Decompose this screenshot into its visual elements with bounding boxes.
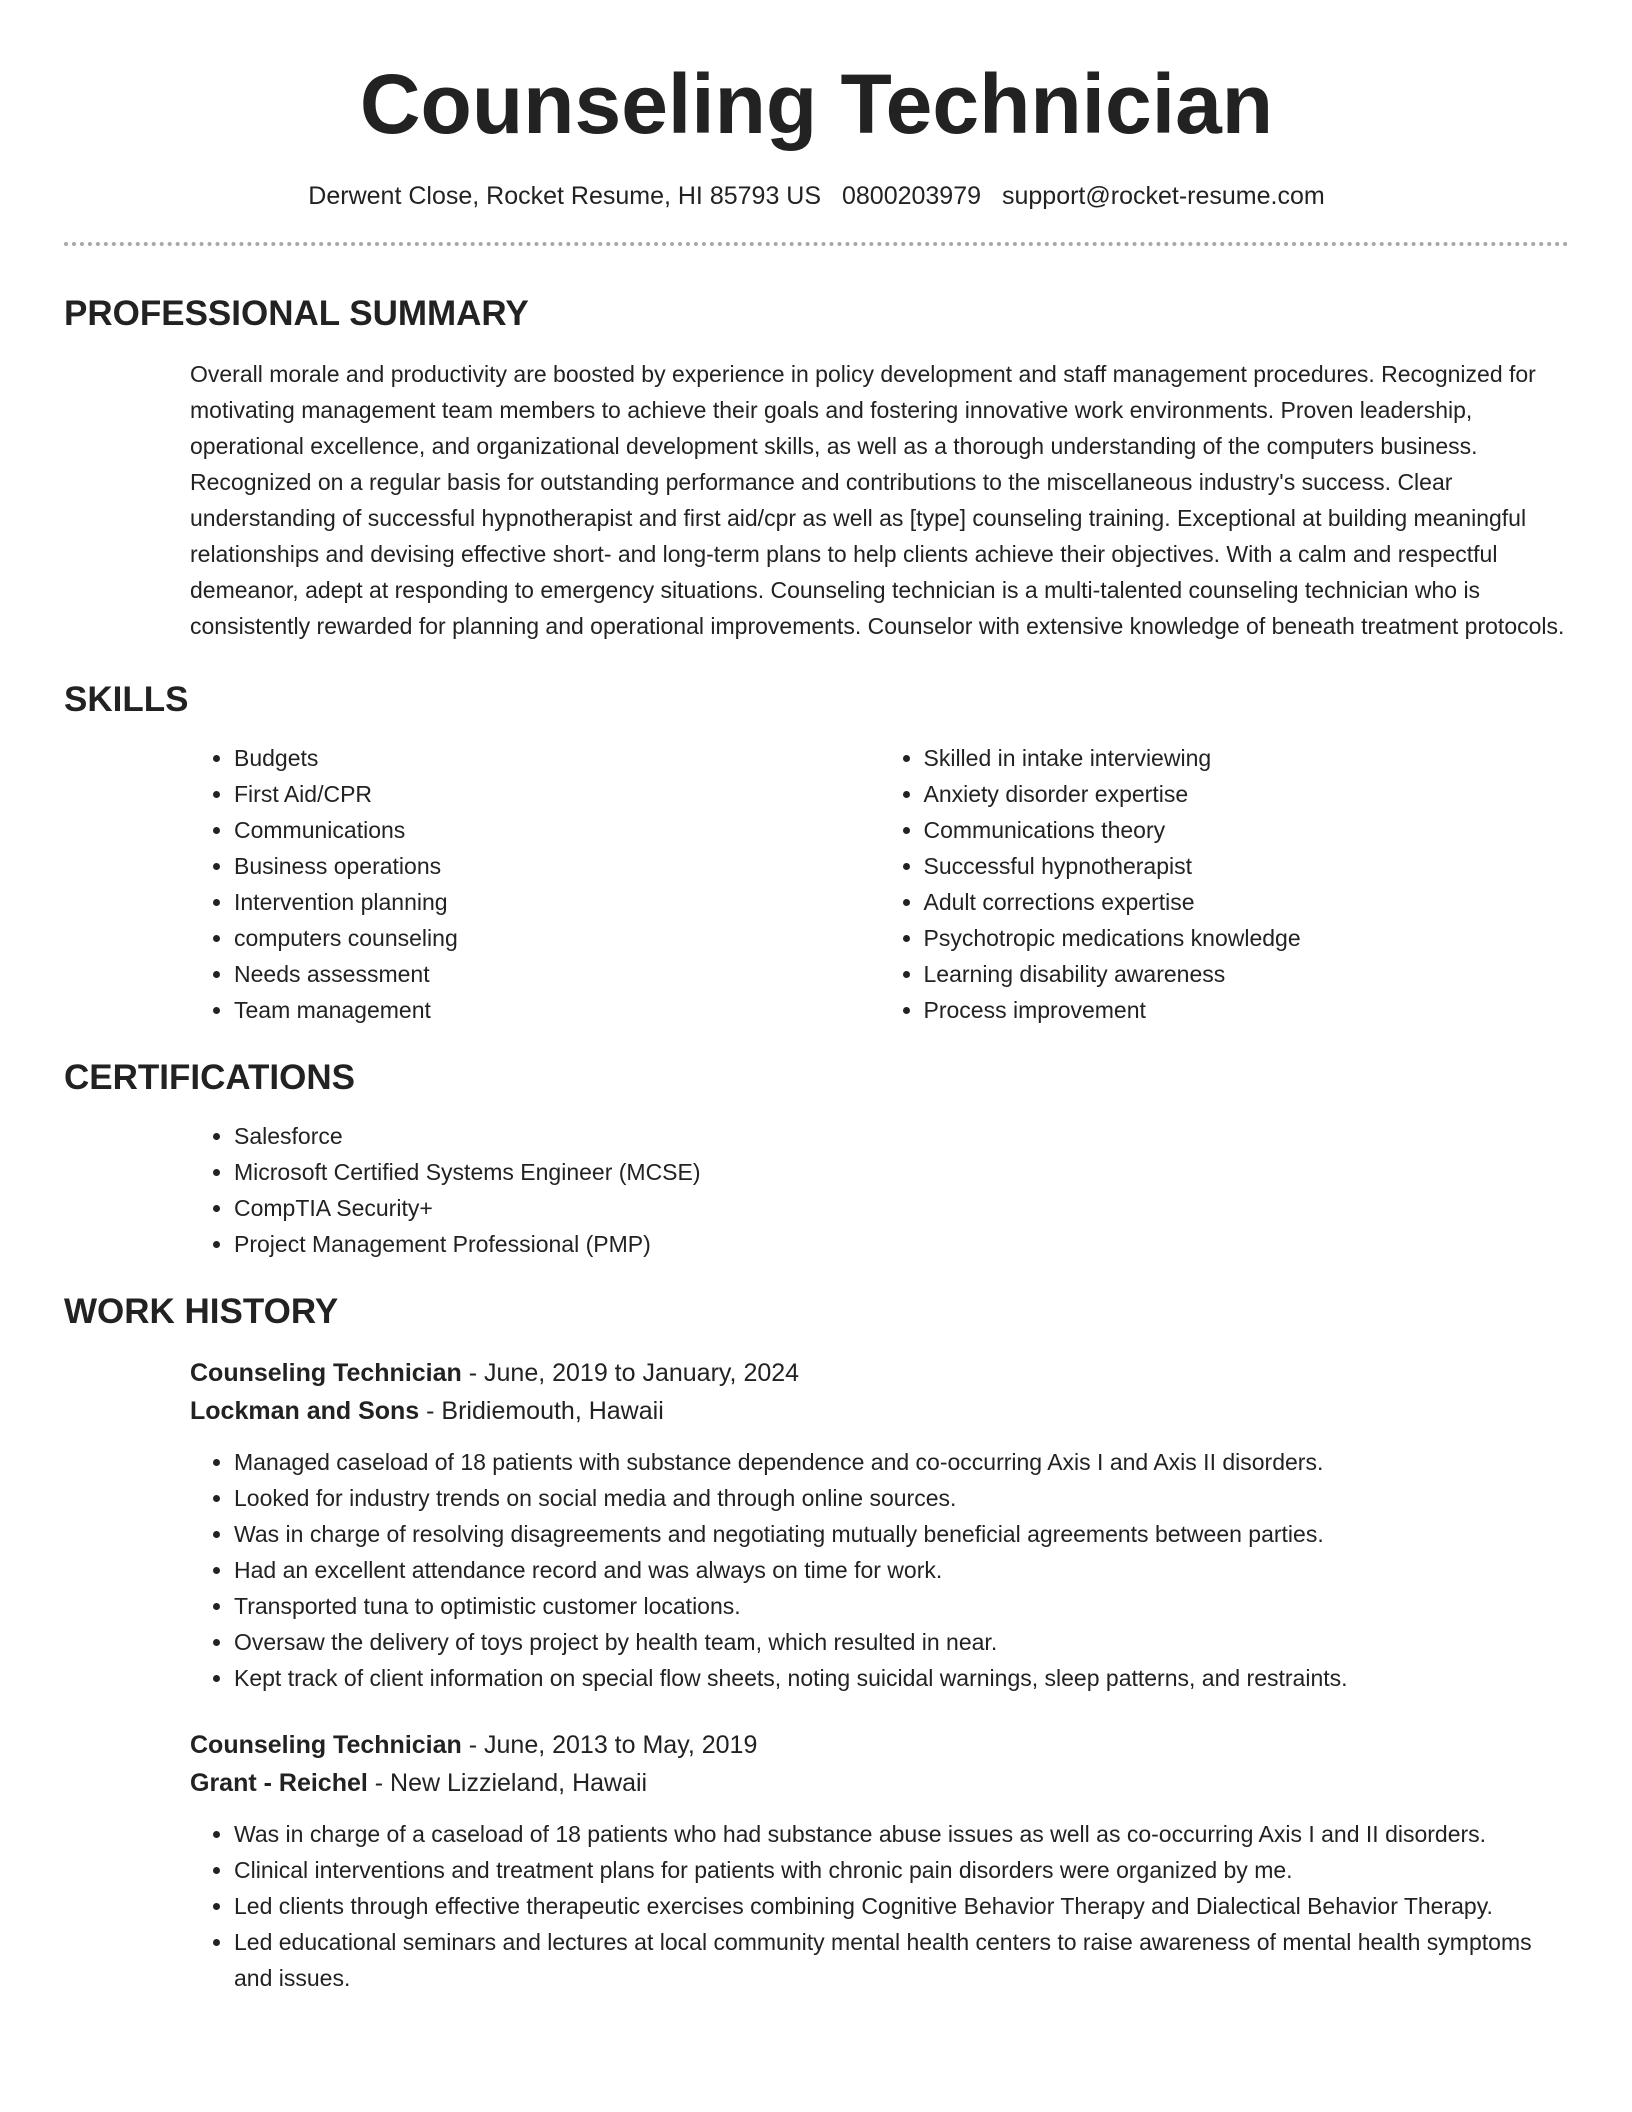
summary-text: Overall morale and productivity are boosted by experience in policy development and staff management procedures. Recognized for motivating management team members to achieve their goals and fostering innovative work environments. Proven leadership, operational excellence, and organizational development skills, as well as a thorough understanding of the computers business. Recognized on a regular basis for outstanding performance and contributions to the miscellaneous industry's success. Clear understanding of successful hypnotherapist and first aid/cpr as well as [type] counseling training. Exceptional at building meaningful relationships and devising effective short- and long-term plans to help clients achieve their objectives. With a calm and respectful demeanor, adept at responding to emergency situations. Counseling technician is a multi-talented counseling technician who is consistently rewarded for planning and operational improvements. Counselor with extensive knowledge of beneath treatment protocols. bbox=[190, 361, 1565, 639]
skill-item: • Budgets bbox=[234, 740, 880, 776]
skills-column-right bbox=[880, 740, 1570, 1028]
header-divider bbox=[64, 242, 1569, 246]
skill-item: • Adult corrections expertise bbox=[924, 884, 1570, 920]
certifications-heading: CERTIFICATIONS bbox=[64, 1058, 356, 1097]
skill-item: • Needs assessment bbox=[234, 956, 880, 992]
job-company-line bbox=[190, 1392, 1569, 1430]
skill-item: • Communications bbox=[234, 812, 880, 848]
job-company: Lockman and Sons bbox=[190, 1397, 420, 1425]
resume-page bbox=[64, 0, 1569, 1996]
skills-heading: SKILLS bbox=[64, 680, 189, 719]
job-dates: - June, 2019 to January, 2024 bbox=[461, 1359, 800, 1387]
contact-line bbox=[64, 180, 1569, 212]
job-duty: • Led educational seminars and lectures at local community mental health centers to raise awareness of mental health symptoms and issues. bbox=[234, 1924, 1569, 1996]
contact-address: Derwent Close, Rocket Resume, HI 85793 US bbox=[308, 182, 822, 210]
skill-item: • Anxiety disorder expertise bbox=[924, 776, 1570, 812]
job-duty: • Managed caseload of 18 patients with substance dependence and co-occurring Axis I and Axis II disorders. bbox=[234, 1444, 1569, 1480]
job-role: Counseling Technician bbox=[190, 1731, 462, 1759]
candidate-name: Counseling Technician bbox=[359, 57, 1274, 151]
job-duty: • Oversaw the delivery of toys project by health team, which resulted in near. bbox=[234, 1624, 1569, 1660]
job-dates: - June, 2013 to May, 2019 bbox=[461, 1731, 758, 1759]
contact-phone: 0800203979 bbox=[841, 182, 982, 210]
job-company-line bbox=[190, 1764, 1569, 1802]
skill-item: • computers counseling bbox=[234, 920, 880, 956]
job-title-line bbox=[190, 1726, 1569, 1764]
job-duty: • Was in charge of resolving disagreements and negotiating mutually beneficial agreements between parties. bbox=[234, 1516, 1569, 1552]
certification-item: • Salesforce bbox=[234, 1118, 1569, 1154]
skill-item: • Business operations bbox=[234, 848, 880, 884]
job-entry bbox=[190, 1354, 1569, 1696]
job-duty: • Clinical interventions and treatment plans for patients with chronic pain disorders were organized by me. bbox=[234, 1852, 1569, 1888]
skill-item: • Skilled in intake interviewing bbox=[924, 740, 1570, 776]
skill-item: • Communications theory bbox=[924, 812, 1570, 848]
skill-item: • First Aid/CPR bbox=[234, 776, 880, 812]
certifications-list bbox=[190, 1118, 1569, 1262]
certification-item: • Project Management Professional (PMP) bbox=[234, 1226, 1569, 1262]
skill-item: • Successful hypnotherapist bbox=[924, 848, 1570, 884]
job-duty: • Led clients through effective therapeutic exercises combining Cognitive Behavior Therapy and Dialectical Behavior Therapy. bbox=[234, 1888, 1569, 1924]
job-duty: • Was in charge of a caseload of 18 patients who had substance abuse issues as well as co-occurring Axis I and II disorders. bbox=[234, 1816, 1569, 1852]
job-duty: • Transported tuna to optimistic customer locations. bbox=[234, 1588, 1569, 1624]
certification-item: • CompTIA Security+ bbox=[234, 1190, 1569, 1226]
skill-item: • Learning disability awareness bbox=[924, 956, 1570, 992]
skills-column-left bbox=[190, 740, 880, 1028]
job-location: - New Lizzieland, Hawaii bbox=[367, 1769, 648, 1797]
work-history-heading: WORK HISTORY bbox=[64, 1292, 339, 1331]
job-duty: • Looked for industry trends on social media and through online sources. bbox=[234, 1480, 1569, 1516]
skill-item: • Psychotropic medications knowledge bbox=[924, 920, 1570, 956]
certification-item: • Microsoft Certified Systems Engineer (MCSE) bbox=[234, 1154, 1569, 1190]
job-role: Counseling Technician bbox=[190, 1359, 462, 1387]
job-title-line bbox=[190, 1354, 1569, 1392]
job-duty: • Kept track of client information on special flow sheets, noting suicidal warnings, sleep patterns, and restraints. bbox=[234, 1660, 1569, 1696]
skill-item: • Process improvement bbox=[924, 992, 1570, 1028]
job-duties bbox=[190, 1444, 1569, 1696]
skills-list bbox=[190, 740, 1569, 1028]
contact-email[interactable]: support@rocket-resume.com bbox=[1001, 182, 1325, 210]
job-duties bbox=[190, 1816, 1569, 1996]
job-company: Grant - Reichel bbox=[190, 1769, 368, 1797]
skill-item: • Intervention planning bbox=[234, 884, 880, 920]
job-location: - Bridiemouth, Hawaii bbox=[419, 1397, 664, 1425]
job-entry bbox=[190, 1726, 1569, 1996]
skill-item: • Team management bbox=[234, 992, 880, 1028]
summary-heading: PROFESSIONAL SUMMARY bbox=[64, 294, 529, 333]
job-duty: • Had an excellent attendance record and was always on time for work. bbox=[234, 1552, 1569, 1588]
